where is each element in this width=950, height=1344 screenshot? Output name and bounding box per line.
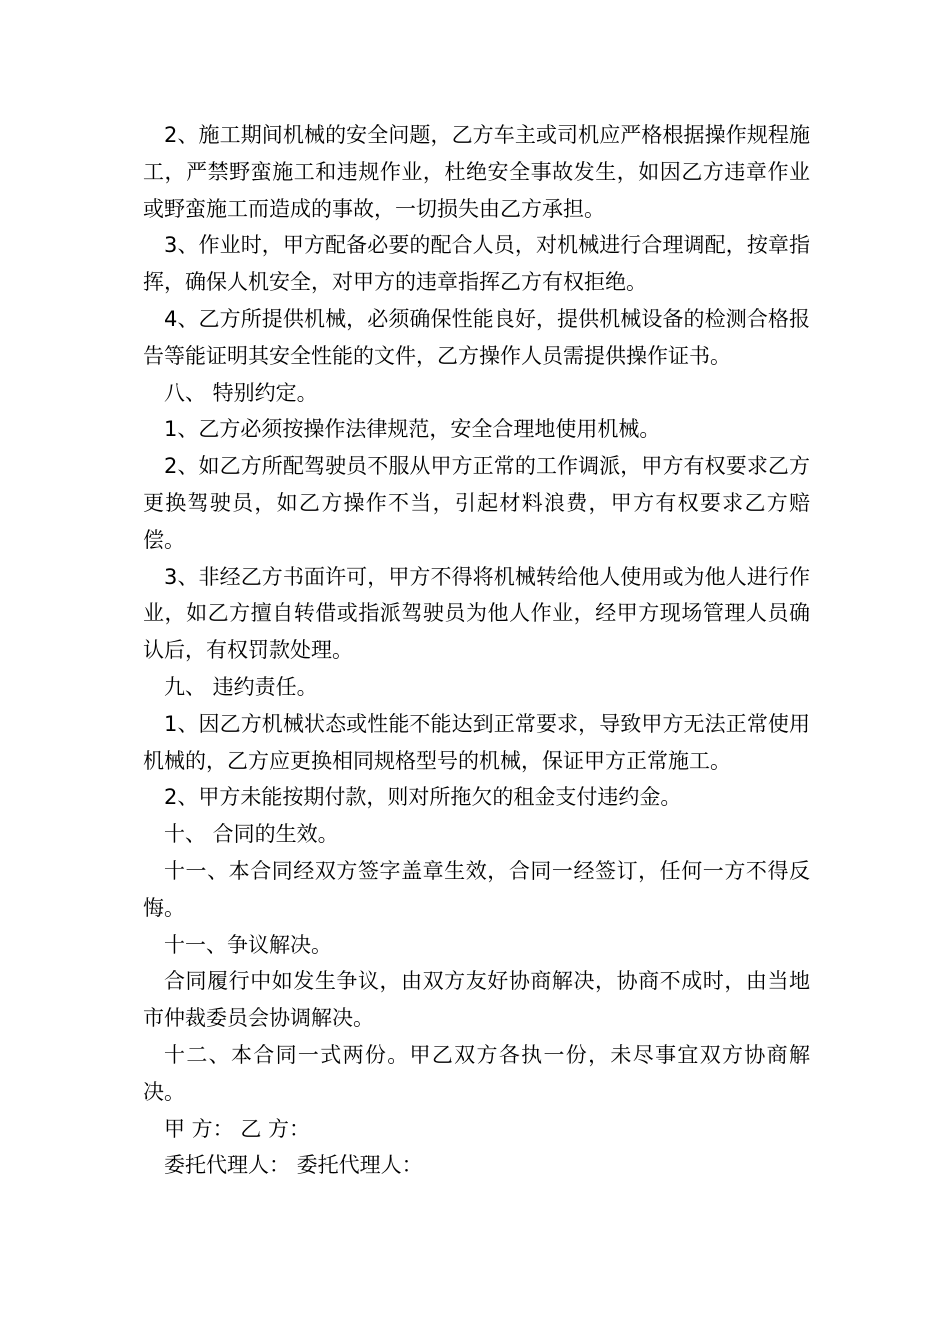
signature-agents-line: 委托代理人： 委托代理人：	[164, 1153, 423, 1178]
clause-7-2-machine-safety: 2、施工期间机械的安全问题，乙方车主或司机应严格根据操作规程施工，严禁野蛮施工和违规作业，杜绝安全事故发生，如因乙方违章作业或野蛮施工而造成的事故，一切损失由乙方承担。	[143, 123, 810, 221]
section-heading-effectiveness: 十、 合同的生效。	[164, 822, 339, 847]
clause-8-2-driver-replacement: 2、如乙方所配驾驶员不服从甲方正常的工作调派，甲方有权要求乙方更换驾驶员，如乙方操作不当，引起材料浪费，甲方有权要求乙方赔偿。	[143, 454, 810, 552]
clause-7-4-machine-certification: 4、乙方所提供机械，必须确保性能良好，提供机械设备的检测合格报告等能证明其安全性能的文件，乙方操作人员需提供操作证书。	[143, 306, 810, 368]
clause-dispute-arbitration: 合同履行中如发生争议，由双方友好协商解决，协商不成时，由当地市仲裁委员会协调解决。	[143, 969, 810, 1031]
section-heading-liability: 九、 违约责任。	[164, 674, 318, 699]
clause-9-2-late-payment: 2、甲方未能按期付款，则对所拖欠的租金支付违约金。	[164, 785, 682, 810]
clause-12-copies: 十二、本合同一式两份。甲乙双方各执一份，未尽事宜双方协商解决。	[143, 1042, 810, 1104]
section-heading-special-agreement: 八、 特别约定。	[164, 380, 318, 405]
clause-9-1-machine-replacement: 1、因乙方机械状态或性能不能达到正常要求，导致甲方无法正常使用机械的，乙方应更换相同规格型号的机械，保证甲方正常施工。	[143, 711, 810, 773]
document-body	[143, 117, 810, 1184]
clause-11-contract-effective: 十一、本合同经双方签字盖章生效，合同一经签订，任何一方不得反悔。	[143, 858, 810, 920]
clause-8-3-no-sublease: 3、非经乙方书面许可，甲方不得将机械转给他人使用或为他人进行作业，如乙方擅自转借或指派驾驶员为他人作业，经甲方现场管理人员确认后，有权罚款处理。	[143, 564, 810, 663]
signature-parties-line: 甲 方： 乙 方：	[164, 1116, 311, 1141]
clause-7-3-operation-coordination: 3、作业时，甲方配备必要的配合人员，对机械进行合理调配，按章指挥，确保人机安全，对甲方的违章指挥乙方有权拒绝。	[143, 233, 810, 295]
clause-8-1-legal-operation: 1、乙方必须按操作法律规范，安全合理地使用机械。	[164, 417, 661, 442]
section-heading-dispute-resolution: 十一、争议解决。	[164, 932, 332, 957]
